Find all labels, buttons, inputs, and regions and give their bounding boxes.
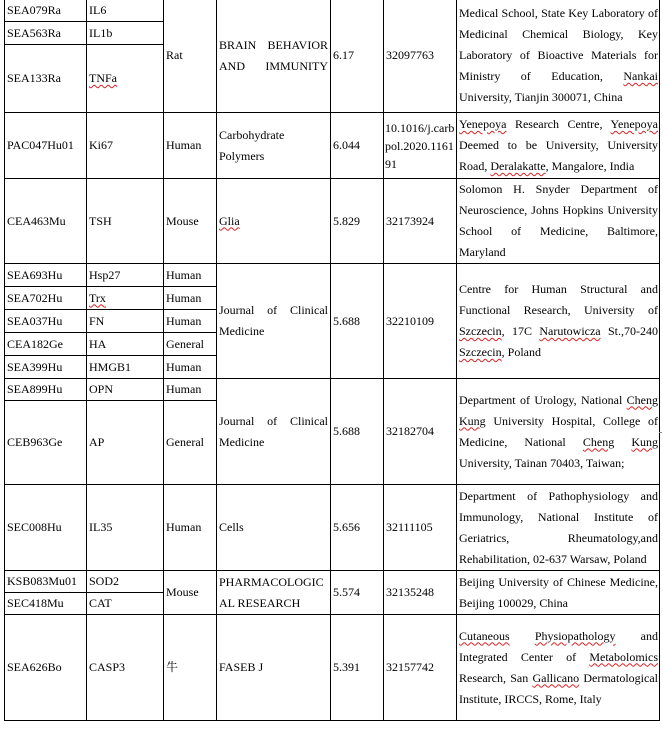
- product-code: CEA182Ge: [5, 333, 87, 356]
- target-name: TSH: [87, 179, 164, 264]
- target-name: IL35: [87, 485, 164, 571]
- species: General: [164, 401, 217, 485]
- institution: Yenepoya Research Centre, Yenepoya Deemed to be University, University Road, Deralakatte, Mangalore, India: [457, 113, 660, 179]
- journal-name: Carbohydrate Polymers: [217, 113, 331, 179]
- product-code: KSB083Mu01: [5, 571, 87, 593]
- product-code: SEA899Hu: [5, 379, 87, 401]
- target-name: OPN: [87, 379, 164, 401]
- species: General: [164, 333, 217, 356]
- target-name: FN: [87, 310, 164, 333]
- target-name: IL1b: [87, 22, 164, 45]
- pmid: 32135248: [384, 571, 457, 615]
- table-row: [5, 264, 660, 287]
- institution: Medical School, State Key Laboratory of Medicinal Chemical Biology, Key Laboratory of Bioactive Materials for Ministry of Education, Nankai University, Tianjin 300071, China: [457, 0, 660, 113]
- impact-factor: 5.656: [331, 485, 384, 571]
- journal-text: Glia: [219, 213, 240, 228]
- product-code: SEA133Ra: [5, 45, 87, 113]
- target-name: CAT: [87, 593, 164, 615]
- species: Human: [164, 113, 217, 179]
- pmid: 32210109: [384, 264, 457, 379]
- species: Rat: [164, 0, 217, 113]
- product-code: SEA037Hu: [5, 310, 87, 333]
- impact-factor: 5.688: [331, 264, 384, 379]
- table-row: [5, 571, 660, 593]
- target-name: [87, 287, 164, 310]
- pmid: 32173924: [384, 179, 457, 264]
- impact-factor: 6.044: [331, 113, 384, 179]
- target-name: HA: [87, 333, 164, 356]
- product-code: SEA079Ra: [5, 0, 87, 22]
- target-name: Ki67: [87, 113, 164, 179]
- institution: Beijing University of Chinese Medicine, Beijing 100029, China: [457, 571, 660, 615]
- table-row: [5, 179, 660, 264]
- product-code: SEC008Hu: [5, 485, 87, 571]
- journal-name: Journal of Clinical Medicine: [217, 379, 331, 485]
- journal-name: Cells: [217, 485, 331, 571]
- species: Human: [164, 310, 217, 333]
- species: Human: [164, 379, 217, 401]
- table-row: [5, 485, 660, 571]
- journal-name: FASEB J: [217, 615, 331, 721]
- species: 牛: [164, 615, 217, 721]
- target-name: IL6: [87, 0, 164, 22]
- target-name: SOD2: [87, 571, 164, 593]
- pmid: 32182704: [384, 379, 457, 485]
- table-row: [5, 379, 660, 401]
- product-code: SEA702Hu: [5, 287, 87, 310]
- product-code: CEA463Mu: [5, 179, 87, 264]
- target-name: Hsp27: [87, 264, 164, 287]
- impact-factor: 5.829: [331, 179, 384, 264]
- product-code: SEA626Bo: [5, 615, 87, 721]
- species: Human: [164, 485, 217, 571]
- target-name: HMGB1: [87, 356, 164, 379]
- product-code: SEA399Hu: [5, 356, 87, 379]
- species: Human: [164, 264, 217, 287]
- institution: Cutaneous Physiopathology and Integrated Center of Metabolomics Research, San Gallicano Dermatological Institute, IRCCS, Rome, Italy: [457, 615, 660, 721]
- target-name: CASP3: [87, 615, 164, 721]
- product-code: SEA693Hu: [5, 264, 87, 287]
- impact-factor: 6.17: [331, 0, 384, 113]
- target-name: [87, 45, 164, 113]
- target-name: AP: [87, 401, 164, 485]
- species: Mouse: [164, 179, 217, 264]
- impact-factor: 5.574: [331, 571, 384, 615]
- target-text: TNFa: [89, 71, 117, 85]
- table-row: [5, 0, 660, 22]
- citation-table: [4, 0, 660, 721]
- institution: Department of Pathophysiology and Immunology, National Institute of Geriatrics, Rheumatology,and Rehabilitation, 02-637 Warsaw, Poland: [457, 485, 660, 571]
- institution: Solomon H. Snyder Department of Neuroscience, Johns Hopkins University School of Medicine, Baltimore, Maryland: [457, 179, 660, 264]
- product-code: SEA563Ra: [5, 22, 87, 45]
- species: Mouse: [164, 571, 217, 615]
- journal-name: BRAIN BEHAVIOR AND IMMUNITY: [217, 0, 331, 113]
- institution: Department of Urology, National Cheng Kung University Hospital, College of Medicine, National Cheng Kung University, Tainan 70403, Taiwan;: [457, 379, 660, 485]
- page-edge-mark: [659, 432, 662, 433]
- product-code: PAC047Hu01: [5, 113, 87, 179]
- pmid: 32097763: [384, 0, 457, 113]
- impact-factor: 5.391: [331, 615, 384, 721]
- journal-name: PHARMACOLOGICAL RESEARCH: [217, 571, 331, 615]
- impact-factor: 5.688: [331, 379, 384, 485]
- institution: Centre for Human Structural and Functional Research, University of Szczecin, 17C Narutowicza St.,70-240 Szczecin, Poland: [457, 264, 660, 379]
- table-row: [5, 113, 660, 179]
- journal-name: Journal of Clinical Medicine: [217, 264, 331, 379]
- product-code: CEB963Ge: [5, 401, 87, 485]
- target-text: Trx: [89, 290, 106, 305]
- journal-name: [217, 179, 331, 264]
- pmid: 10.1016/j.carbpol.2020.116191: [384, 113, 457, 179]
- species: Human: [164, 356, 217, 379]
- product-code: SEC418Mu: [5, 593, 87, 615]
- pmid: 32157742: [384, 615, 457, 721]
- table-row: [5, 615, 660, 721]
- species: Human: [164, 287, 217, 310]
- pmid: 32111105: [384, 485, 457, 571]
